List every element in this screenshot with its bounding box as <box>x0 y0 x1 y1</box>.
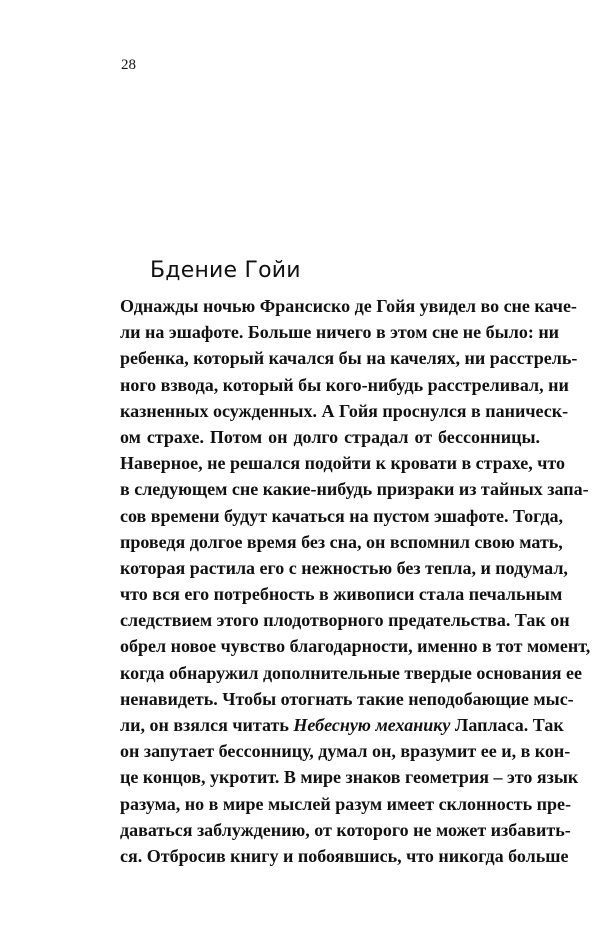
text-line: ребенка, который качался бы на качелях, ни расстрель- <box>120 348 578 369</box>
text-line: разума, но в мире мыслей разум имеет склонность пре- <box>120 793 572 814</box>
text-line: обрел новое чувство благодарности, именно в тот момент, <box>120 636 591 657</box>
text-line: казненных осужденных. А Гойя проснулся в паническ- <box>120 400 569 421</box>
text-line: Однажды ночью Франсиско де Гойя увидел во сне каче- <box>120 296 577 316</box>
book-title: Небесную механику <box>293 715 451 735</box>
text-line: ом страхе. Потом он долго страдал от бессонницы. <box>120 426 540 447</box>
text-line: ся. Отбросив книгу и побоявшись, что никогда больше <box>120 845 569 866</box>
chapter-title: Бдение Гойи <box>150 258 301 283</box>
text-line: сов времени будут качаться на пустом эшафоте. Тогда, <box>120 505 564 526</box>
text-line: Наверное, не решался подойти к кровати в страхе, что <box>120 453 566 474</box>
text-line: ного взвода, который бы кого-нибудь расстреливал, ни <box>120 374 569 395</box>
page-number: 28 <box>121 57 136 73</box>
text-line: он запутает бессонницу, думал он, вразумит ее и, в кон- <box>120 741 571 762</box>
text-line: ненавидеть. Чтобы отогнать такие неподобающие мыс- <box>120 688 574 709</box>
text-line: в следующем сне какие-нибудь призраки из тайных запа- <box>120 479 589 500</box>
text-line: которая растила его с нежностью без тепла, и подумал, <box>120 557 568 578</box>
text-line: следствием этого плодотворного предательства. Так он <box>120 610 570 631</box>
text-line: проведя долгое время без сна, он вспомнил свою мать, <box>120 531 563 552</box>
text-line: когда обнаружил дополнительные твердые основания ее <box>120 662 582 683</box>
text-line: что вся его потребность в живописи стала печальным <box>120 584 563 605</box>
text-line: даваться заблуждению, от которого не может избавить- <box>120 819 571 840</box>
text-line: це концов, укротит. В мире знаков геометрия – это язык <box>120 767 579 788</box>
text-line <box>120 712 564 738</box>
body-text <box>120 293 591 869</box>
text-line-end: Лапласа. Так <box>450 715 564 735</box>
text-line: ли на эшафоте. Больше ничего в этом сне не было: ни <box>120 322 560 343</box>
text-line-start: ли, он взялся читать <box>120 715 294 735</box>
